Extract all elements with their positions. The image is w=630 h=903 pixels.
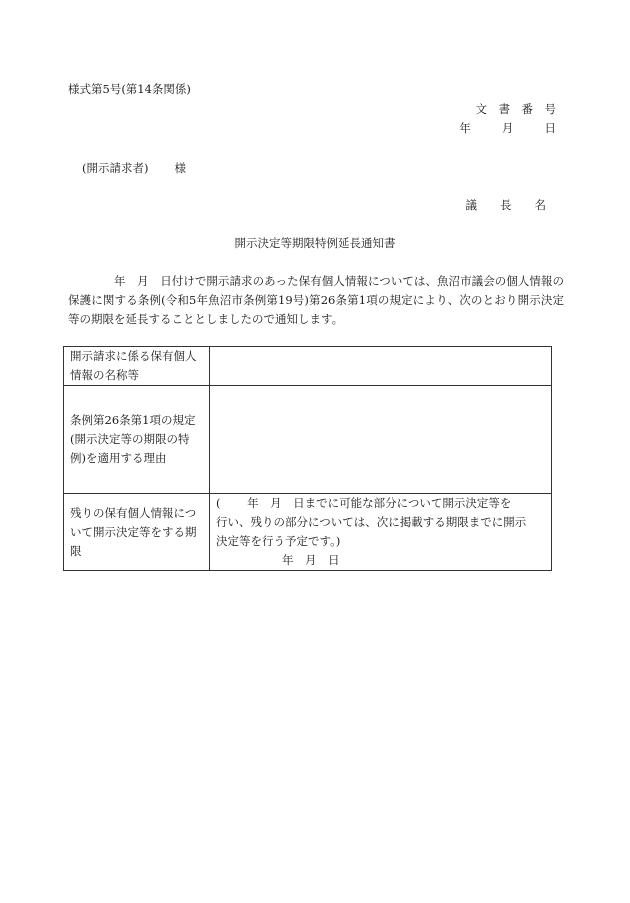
table-row <box>64 347 552 386</box>
row-value-deadline <box>210 494 552 571</box>
table-row <box>64 494 552 571</box>
document-date: 年 月 日 <box>459 121 556 135</box>
deadline-date: 年 月 日 <box>282 553 340 567</box>
document-title: 開示決定等期限特例延長通知書 <box>234 236 396 250</box>
body-paragraph: 年 月 日付けで開示請求のあった保有個人情報については、魚沼市議会の個人情報の保護に関する条例(令和5年魚沼市条例第19号)第26条第1項の規定により、次のとおり開示決定等の期限を延長することとしましたので通知します。 <box>68 274 564 326</box>
recipient-name: (開示請求者) <box>82 161 149 175</box>
sender-title: 議 長 名 <box>465 198 546 212</box>
table-row <box>64 386 552 494</box>
deadline-text-line-2: 行い、残りの部分については、次に掲載する期限までに開示 <box>216 515 527 529</box>
row-label-info-name: 開示請求に係る保有個人情報の名称等 <box>64 347 210 386</box>
row-label-reason: 条例第26条第1項の規定(開示決定等の期限の特例)を適用する理由 <box>64 386 210 494</box>
deadline-text-line-3: 決定等を行う予定です。) <box>216 534 341 548</box>
notice-table <box>63 346 552 571</box>
document-number: 文 書 番 号 <box>475 102 556 116</box>
row-value-reason <box>210 386 552 494</box>
deadline-text-line-1: ( 年 月 日までに可能な部分について開示決定等を <box>216 496 512 510</box>
recipient-honorific: 様 <box>174 161 186 175</box>
row-label-deadline: 残りの保有個人情報について開示決定等をする期限 <box>64 494 210 571</box>
form-label: 様式第5号(第14条関係) <box>68 82 191 96</box>
recipient <box>82 160 186 176</box>
row-value-info-name <box>210 347 552 386</box>
